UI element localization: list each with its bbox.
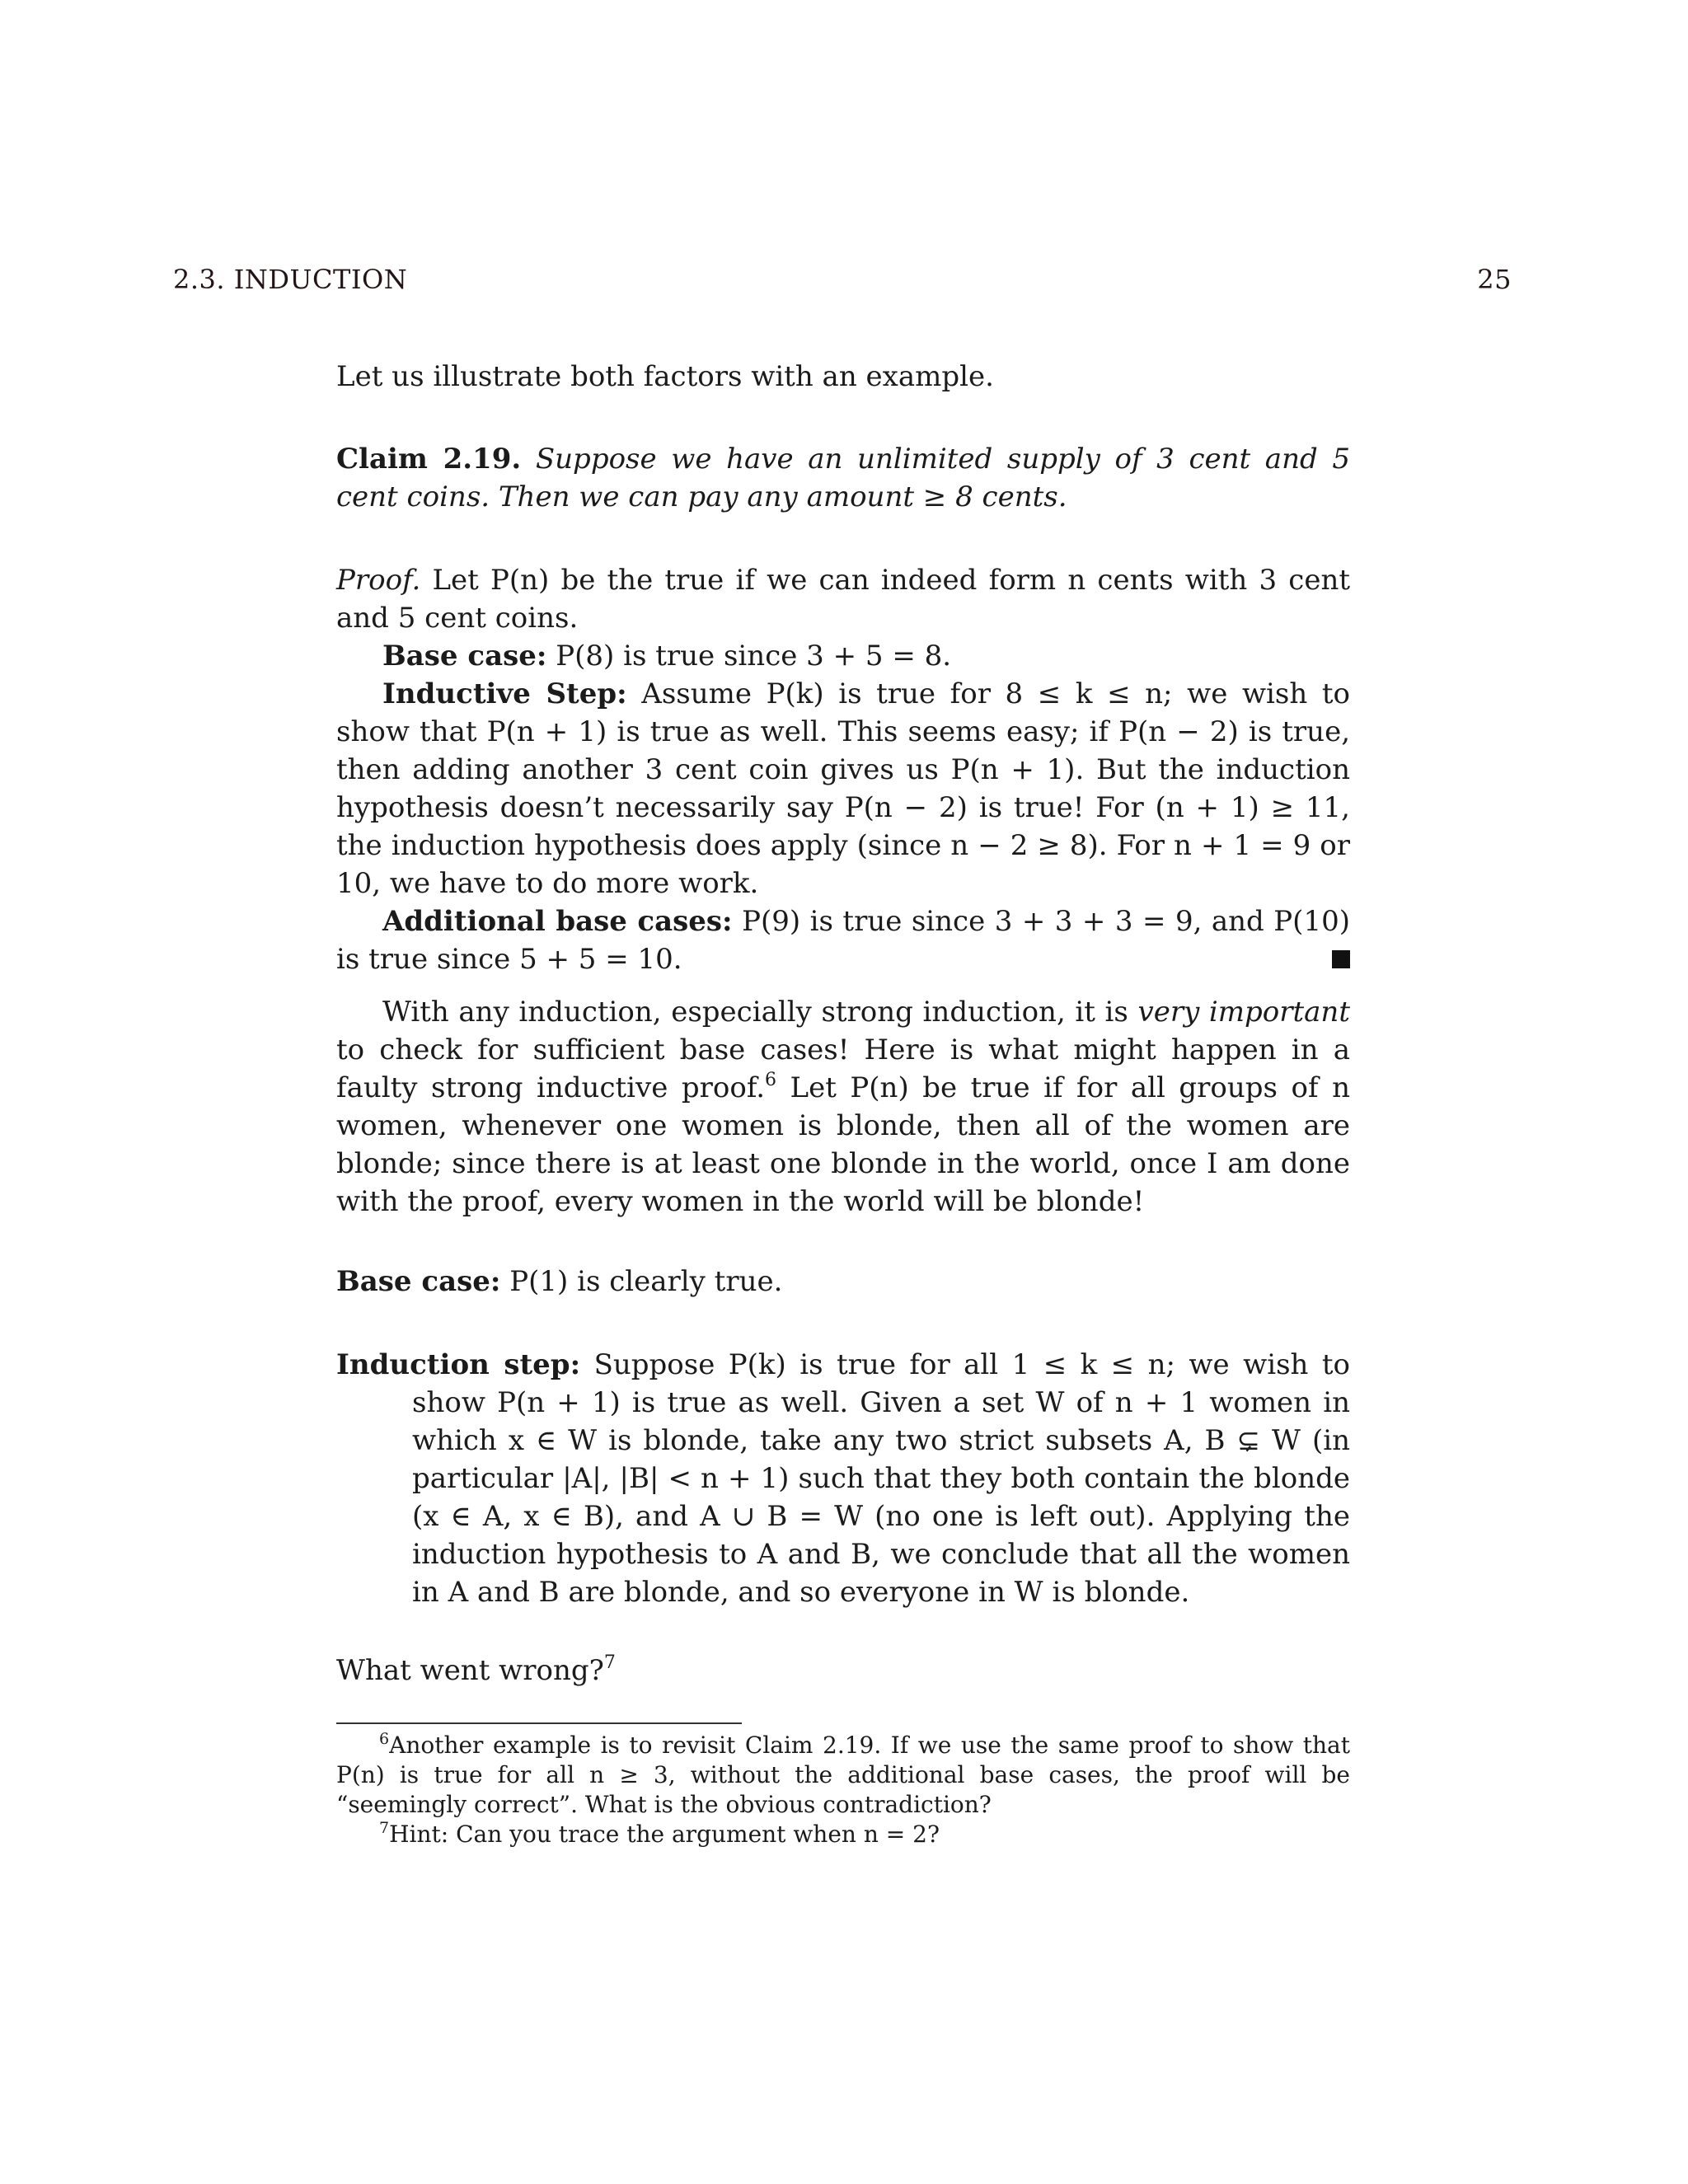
footnote-7-text: Hint: Can you trace the argument when n = 2? — [389, 1821, 940, 1848]
running-header-section: 2.3. INDUCTION — [173, 264, 408, 295]
inductive-step-label: Inductive Step: — [382, 677, 627, 710]
faulty-induction-step-label: Induction step: — [336, 1348, 581, 1381]
base-case-text: P(8) is true since 3 + 5 = 8. — [556, 640, 952, 673]
faulty-text-1: to check for sufficient base cases! Here is what might happen in a faulty strong inductive proof. — [336, 1033, 1350, 1104]
footnote-6 — [336, 1731, 1350, 1820]
page-number: 25 — [1477, 264, 1512, 295]
footnote-7-mark: 7 — [379, 1819, 390, 1837]
claim-text: Suppose we have an unlimited supply of 3 cent and 5 cent coins. Then we can pay any amount ≥ 8 cents. — [336, 443, 1350, 513]
faulty-induction-step-text: Suppose P(k) is true for all 1 ≤ k ≤ n; we wish to show P(n + 1) is true as well. Given a set W of n + 1 women in which x ∈ W is blonde, take any two strict subsets A, B ⊊ W (in particular |A|, |B| < n + 1) such that they both contain the blonde (x ∈ A, x ∈ B), and A ∪ B = W (no one is left out). Applying the induction hypothesis to A and B, we conclude that all the women in A and B are blonde, and so everyone in W is blonde. — [412, 1348, 1350, 1609]
question-text: What went wrong? — [336, 1654, 604, 1687]
faulty-lead-text: With any induction, especially strong induction, it is — [382, 996, 1128, 1029]
faulty-text-2: Let P(n) be true if for all groups of n women, whenever one women is blonde, then all of the women are blonde; since there is at least one blonde in the world, once I am done with the proof, every women in the world will be blonde! — [336, 1071, 1350, 1218]
additional-base-cases-label: Additional base cases: — [382, 905, 733, 938]
qed-square-icon — [1332, 950, 1350, 968]
claim-block — [336, 440, 1350, 516]
faulty-emphasis: very important — [1137, 996, 1350, 1029]
faulty-base-case-label: Base case: — [336, 1265, 501, 1298]
footnote-6-text: Another example is to revisit Claim 2.19. If we use the same proof to show that P(n) is true for all n ≥ 3, without the additional base cases, the proof will be “seemingly correct”. What is the obvious contradiction? — [336, 1732, 1350, 1818]
faulty-induction-step — [336, 1346, 1350, 1611]
question-paragraph — [336, 1652, 1350, 1690]
proof-text: Let P(n) be the true if we can indeed form n cents with 3 cent and 5 cent coins. — [336, 564, 1351, 635]
footnote-7 — [336, 1820, 1350, 1849]
proof-block — [336, 561, 1350, 978]
footnote-ref-7[interactable]: 7 — [603, 1652, 616, 1673]
footnote-ref-6[interactable]: 6 — [765, 1070, 777, 1090]
faulty-proof-paragraph — [336, 993, 1350, 1221]
base-case-label: Base case: — [382, 640, 547, 673]
additional-base-cases-text: P(9) is true since 3 + 3 + 3 = 9, and P(10) is true since 5 + 5 = 10. — [336, 905, 1350, 976]
footnotes — [336, 1731, 1350, 1849]
footnote-divider — [336, 1722, 742, 1724]
faulty-base-case-text: P(1) is clearly true. — [509, 1265, 783, 1298]
intro-text: Let us illustrate both factors with an example. — [336, 360, 994, 393]
intro-paragraph — [336, 358, 1350, 396]
footnote-6-mark: 6 — [379, 1730, 390, 1748]
inductive-step-text: Assume P(k) is true for 8 ≤ k ≤ n; we wish to show that P(n + 1) is true as well. This seems easy; if P(n − 2) is true, then adding another 3 cent coin gives us P(n + 1). But the induction hypothesis doesn’t necessarily say P(n − 2) is true! For (n + 1) ≥ 11, the induction hypothesis does apply (since n − 2 ≥ 8). For n + 1 = 9 or 10, we have to do more work. — [336, 677, 1350, 900]
proof-label: Proof. — [336, 564, 421, 597]
claim-label: Claim 2.19. — [336, 443, 522, 476]
faulty-base-case — [336, 1263, 1350, 1301]
